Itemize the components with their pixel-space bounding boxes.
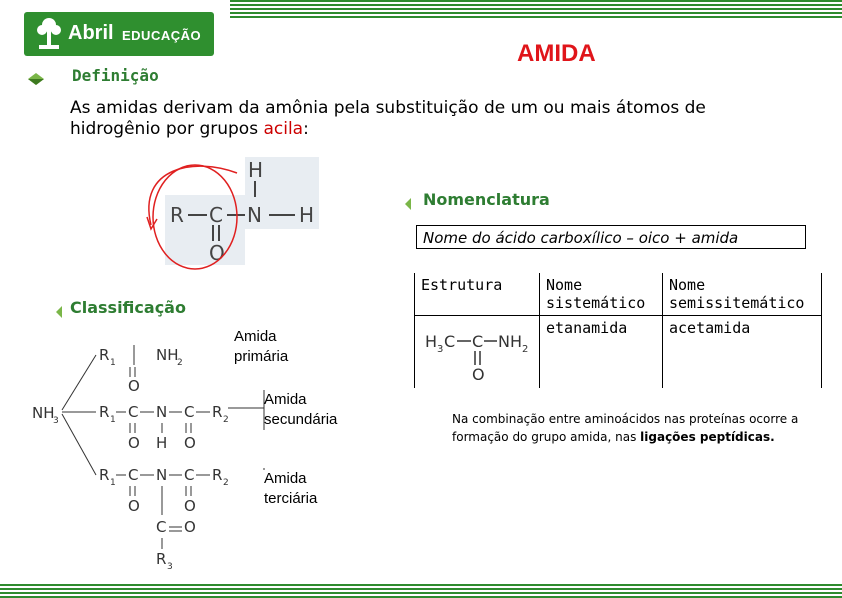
svg-text:O: O (128, 434, 140, 452)
svg-text:N: N (156, 403, 168, 421)
svg-text:R: R (212, 466, 223, 484)
definition-heading: Definição (72, 66, 159, 85)
logo-word: Abril (68, 22, 114, 44)
svg-text:O: O (184, 518, 196, 536)
note-text: Na combinação entre aminoácidos nas proteínas ocorre a formação do grupo amida, nas (452, 412, 799, 444)
primary-label-2: primária (234, 348, 289, 365)
brand-logo[interactable] (24, 12, 214, 56)
svg-text:N: N (156, 466, 168, 484)
svg-text:O: O (184, 434, 196, 452)
peptide-note (452, 410, 822, 446)
bullet-icon (56, 303, 62, 315)
note-bold: ligações peptídicas. (640, 430, 775, 444)
tree-icon (34, 16, 64, 52)
svg-text:O: O (128, 497, 140, 515)
acetamide-structure (421, 319, 531, 381)
table-header-row (415, 273, 822, 316)
svg-text:C: C (184, 466, 195, 484)
svg-text:2: 2 (177, 358, 183, 368)
svg-text:H: H (248, 158, 264, 182)
secondary-amide-label (264, 390, 337, 430)
svg-text:R: R (99, 346, 110, 364)
amide-classification-tree (24, 335, 234, 575)
svg-text:1: 1 (110, 478, 116, 488)
svg-text:O: O (184, 497, 196, 515)
col-structure-label: Estrutura (421, 276, 503, 294)
systematic-name: etanamida (546, 319, 628, 337)
svg-text:H: H (425, 332, 438, 351)
svg-text:2: 2 (223, 478, 229, 488)
svg-text:C: C (209, 203, 223, 227)
nomenclature-table (414, 273, 822, 388)
col-common-label-2: semissitemático (669, 294, 805, 312)
svg-text:1: 1 (110, 358, 116, 368)
svg-text:NH: NH (498, 332, 522, 351)
svg-text:O: O (128, 377, 140, 395)
svg-text:O: O (472, 365, 485, 381)
svg-text:C: C (444, 332, 456, 351)
classification-heading: Classificação (70, 298, 186, 317)
svg-text:C: C (472, 332, 484, 351)
secondary-label-2: secundária (264, 411, 338, 428)
primary-amide-label (234, 327, 288, 367)
svg-text:H: H (299, 203, 315, 227)
svg-text:3: 3 (53, 416, 59, 426)
label-connectors (228, 390, 268, 470)
col-common-header (663, 273, 822, 316)
definition-text (70, 98, 790, 140)
svg-text:R: R (212, 403, 223, 421)
svg-text:C: C (128, 466, 139, 484)
structure-cell (415, 316, 540, 389)
bullet-icon (405, 195, 411, 207)
tertiary-label-1: Amida (264, 470, 307, 487)
svg-text:C: C (184, 403, 195, 421)
col-systematic-label-1: Nome (546, 276, 583, 294)
svg-text:1: 1 (110, 415, 116, 425)
common-name-cell (663, 316, 822, 389)
header-bar (0, 0, 842, 68)
definition-text-end: : (303, 119, 309, 139)
footer-bar (0, 560, 842, 598)
systematic-name-cell (540, 316, 663, 389)
svg-text:2: 2 (223, 415, 229, 425)
col-structure-header (415, 273, 540, 316)
svg-text:O: O (209, 241, 225, 265)
svg-text:2: 2 (522, 344, 529, 355)
table-row (415, 316, 822, 389)
logo-sub: EDUCAÇÃO (122, 28, 202, 43)
page-title: AMIDA (517, 40, 596, 67)
svg-text:3: 3 (437, 344, 444, 355)
svg-text:R: R (170, 203, 184, 227)
svg-text:NH: NH (32, 404, 55, 422)
definition-text-main: As amidas derivam da amônia pela substituição de um ou mais átomos de hidrogênio por grupos (70, 98, 706, 139)
nomenclature-heading: Nomenclatura (423, 190, 550, 209)
col-systematic-header (540, 273, 663, 316)
tertiary-label-2: terciária (264, 490, 318, 507)
tertiary-amide-label (264, 469, 317, 509)
bullet-icon (28, 70, 44, 82)
svg-text:R: R (99, 403, 110, 421)
col-common-label-1: Nome (669, 276, 706, 294)
svg-text:R: R (99, 466, 110, 484)
primary-label-1: Amida (234, 328, 277, 345)
svg-text:C: C (156, 518, 167, 536)
svg-text:N: N (247, 203, 262, 227)
nomenclature-rule: Nome do ácido carboxílico – oico + amida (416, 225, 806, 249)
common-name: acetamida (669, 319, 751, 337)
svg-text:R: R (156, 550, 167, 568)
footer-stripes (0, 584, 842, 598)
svg-text:H: H (156, 434, 168, 452)
col-systematic-label-2: sistemático (546, 294, 646, 312)
svg-text:NH: NH (156, 346, 179, 364)
secondary-label-1: Amida (264, 391, 307, 408)
svg-text:C: C (128, 403, 139, 421)
acila-highlight: acila (263, 119, 304, 139)
acyl-group-structure (125, 155, 325, 270)
svg-text:3: 3 (167, 562, 173, 572)
header-stripes (230, 0, 842, 18)
